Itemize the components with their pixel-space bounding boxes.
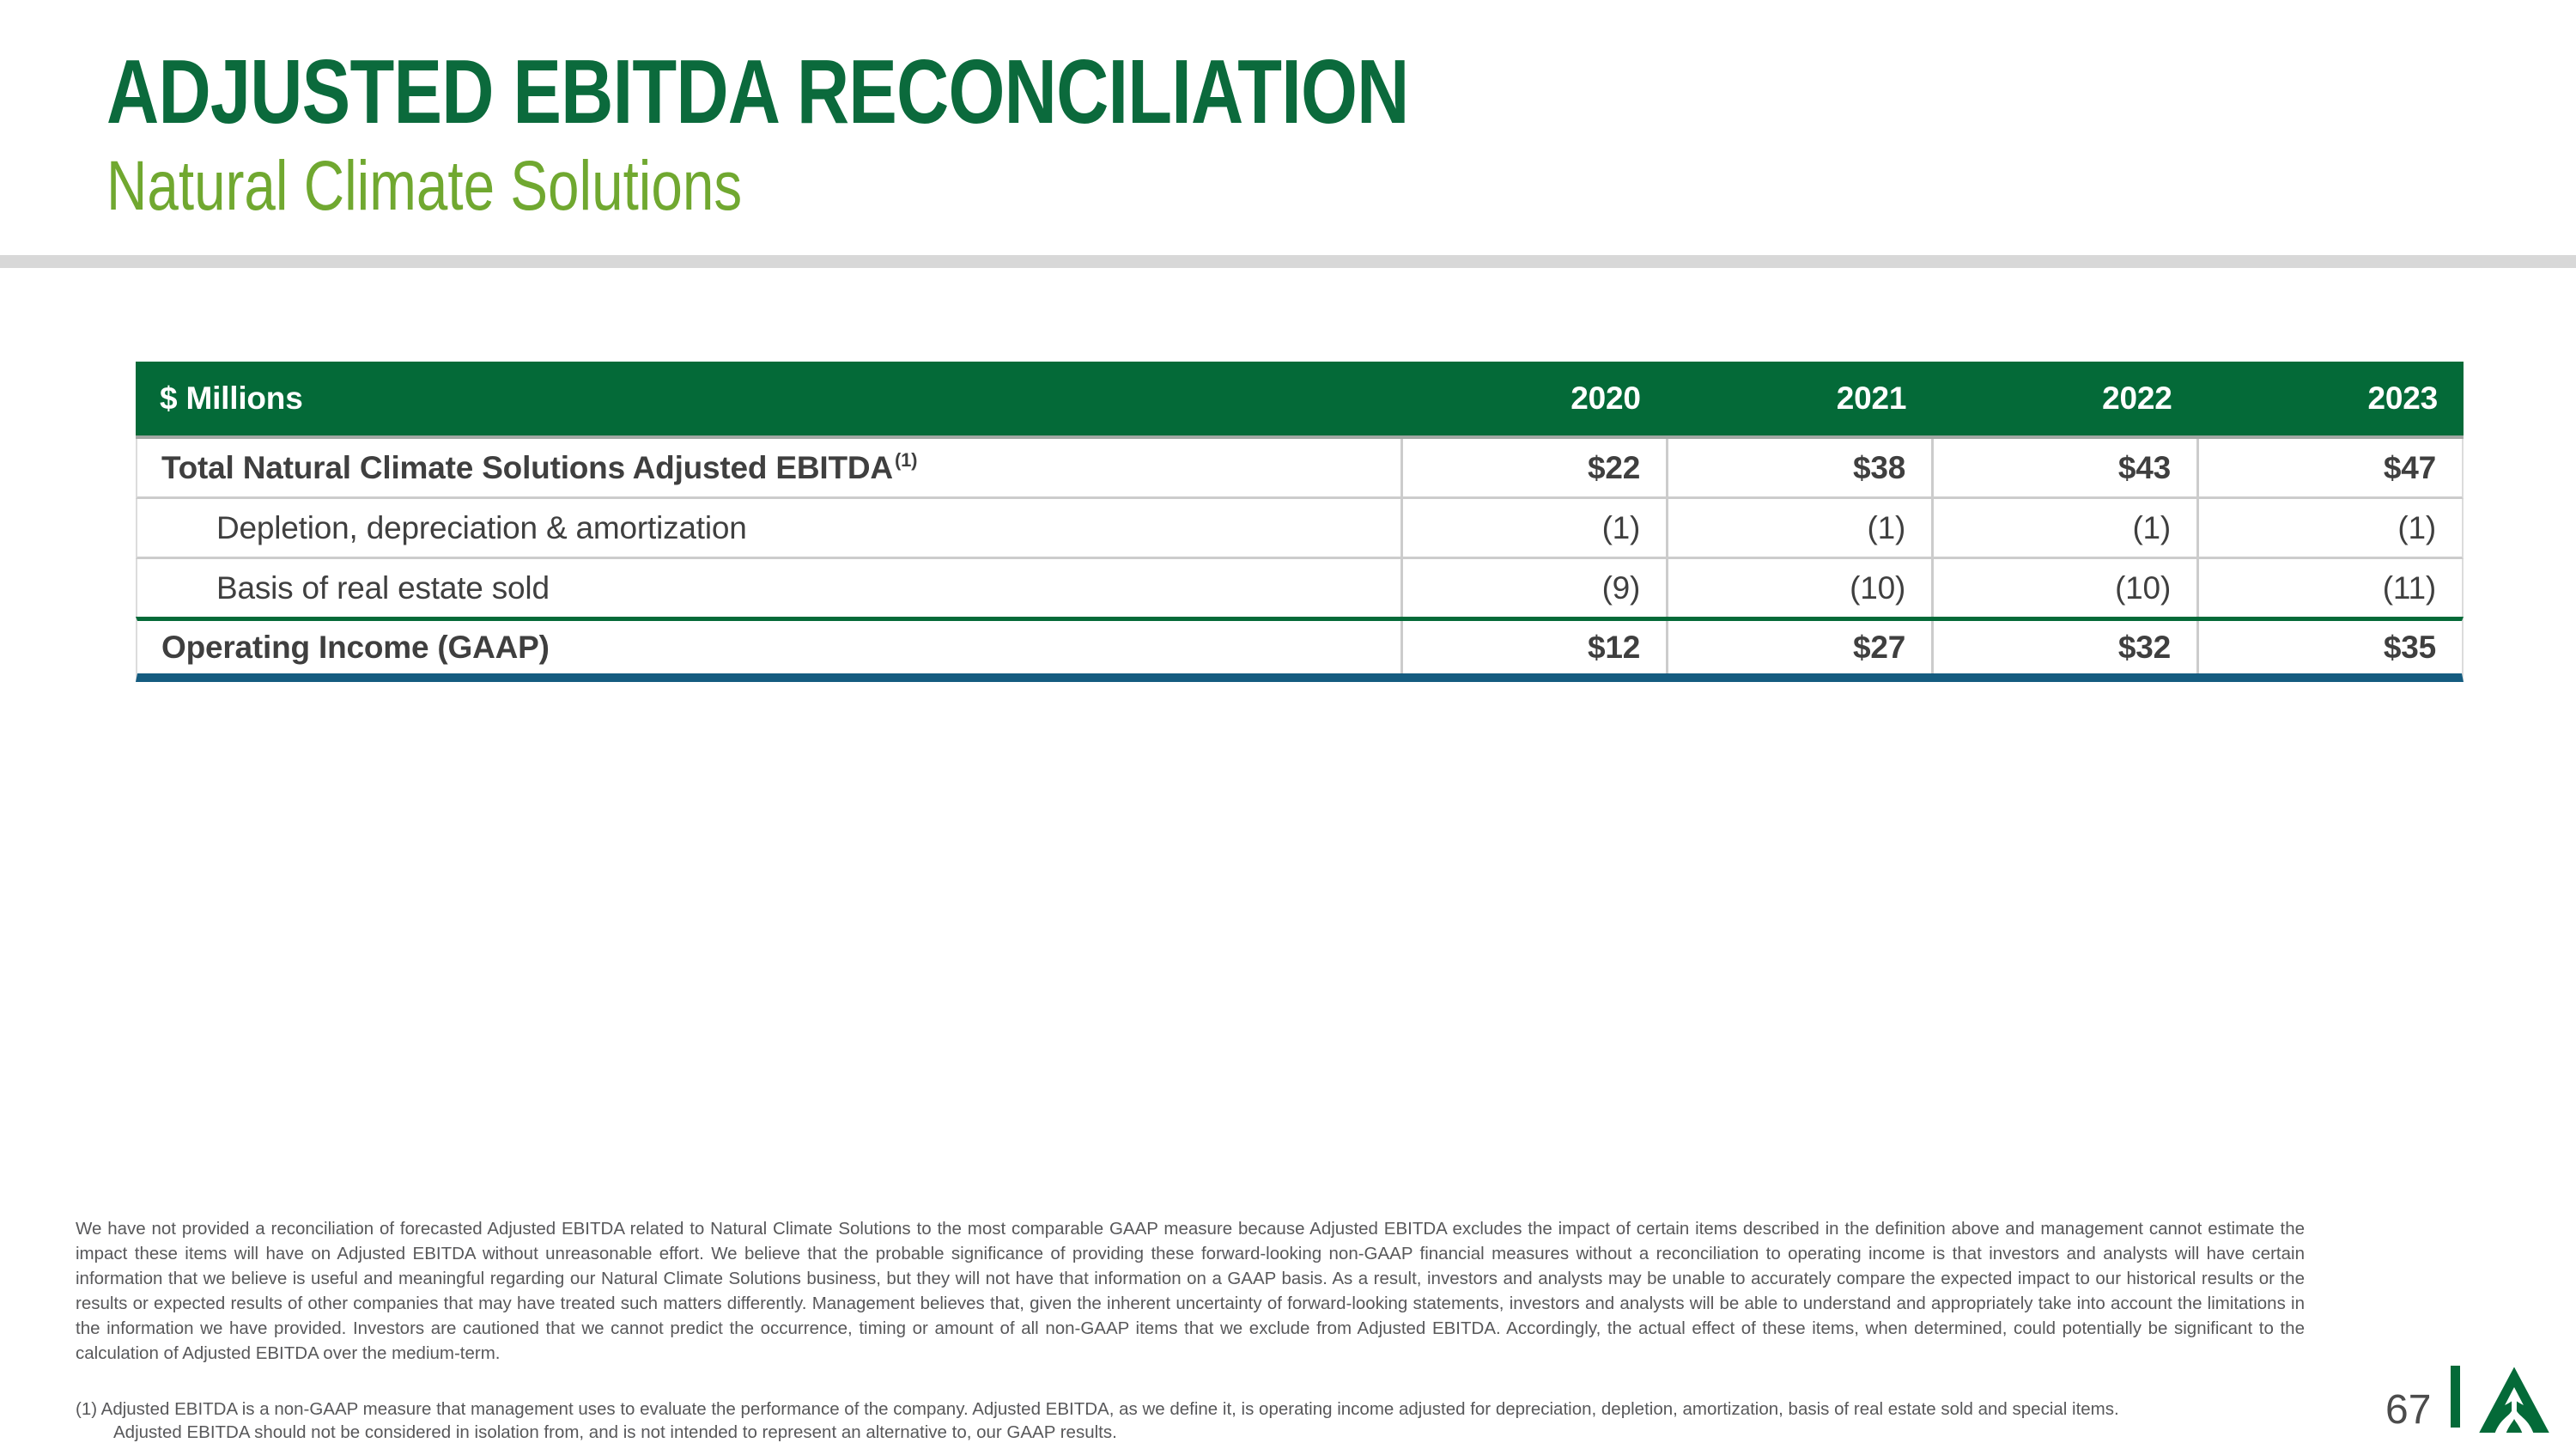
row-value: $27	[1666, 621, 1931, 673]
row-label: Depletion, depreciation & amortization	[216, 509, 747, 545]
table-header-year-2021: 2021	[1836, 381, 1907, 416]
footer-divider-bar	[2451, 1366, 2460, 1428]
row-value: $22	[1400, 439, 1666, 496]
table-header-unit-label: $ Millions	[160, 381, 303, 416]
row-value: $38	[1666, 439, 1931, 496]
row-value: (11)	[2196, 559, 2462, 617]
footnote-line-2: Adjusted EBITDA should not be considered in isolation from, and is not intended to represent an alternative to, our GAAP results.	[113, 1422, 1117, 1442]
row-value: $35	[2196, 621, 2462, 673]
ebitda-reconciliation-table	[136, 362, 2464, 682]
table-row-total-adjusted-ebitda	[136, 439, 2464, 499]
row-label: Total Natural Climate Solutions Adjusted EBITDA$^{(1)}$	[161, 449, 918, 485]
row-value: (10)	[1931, 559, 2196, 617]
header-divider-bar	[0, 255, 2576, 268]
row-label: Operating Income (GAAP)	[161, 629, 550, 665]
row-value: (1)	[1666, 499, 1931, 557]
row-value: $47	[2196, 439, 2462, 496]
footnote-marker-superscript: (1)	[894, 449, 918, 472]
footnote-marker: (1)	[76, 1399, 98, 1419]
row-value: (9)	[1400, 559, 1666, 617]
forecast-disclaimer-paragraph: We have not provided a reconciliation of forecasted Adjusted EBITDA related to Natural Climate Solutions to the most comparable GAAP measure because Adjusted EBITDA excludes the impact of certain items described in the definition above and management cannot estimate the impact these items will have on Adjusted EBITDA without unreasonable effort. We believe that the probable significance of providing these forward-looking non-GAAP financial measures without a reconciliation to operating income is that investors and analysts will have certain information that we believe is useful and meaningful regarding our Natural Climate Solutions business, but they will not have that information on a GAAP basis. As a result, investors and analysts may be unable to accurately compare the expected impact to our historical results or the results or expected results of other companies that may have treated such matters differently. Management believes that, given the inherent uncertainty of forward-looking statements, investors and analysts will be able to understand and appropriately take into account the limitations in the information we have provided. Investors are cautioned that we cannot predict the occurrence, timing or amount of all non-GAAP items that we exclude from Adjusted EBITDA. Accordingly, the actual effect of these items, when determined, could potentially be significant to the calculation of Adjusted EBITDA over the medium-term.	[76, 1219, 2305, 1363]
page-number: 67	[2385, 1387, 2432, 1433]
row-value: (1)	[2196, 499, 2462, 557]
table-header-year-2020: 2020	[1571, 381, 1641, 416]
footnote-line-1: (1) Adjusted EBITDA is a non-GAAP measure that management uses to evaluate the performance of the company. Adjusted EBITDA, as we define it, is operating income adjusted for depreciation, depletion, amortization, basis of real estate sold and special items.	[76, 1399, 2119, 1419]
table-header-row	[136, 362, 2464, 439]
page-title: ADJUSTED EBITDA RECONCILIATION	[106, 41, 1409, 143]
footnote-1	[76, 1397, 2342, 1444]
table-row-operating-income-gaap	[136, 617, 2464, 682]
row-value: (10)	[1666, 559, 1931, 617]
row-value: $32	[1931, 621, 2196, 673]
table-header-year-2023: 2023	[2367, 381, 2438, 416]
row-value: (1)	[1931, 499, 2196, 557]
page-subtitle: Natural Climate Solutions	[106, 147, 743, 225]
row-value: $43	[1931, 439, 2196, 496]
row-value: (1)	[1400, 499, 1666, 557]
table-row-basis-of-real-estate-sold	[136, 559, 2464, 617]
table-header-year-2022: 2022	[2102, 381, 2172, 416]
table-row-depletion-depreciation-amortization	[136, 499, 2464, 559]
row-label: Basis of real estate sold	[216, 569, 550, 606]
company-tree-triangle-logo-icon	[2478, 1359, 2550, 1443]
row-value: $12	[1400, 621, 1666, 673]
